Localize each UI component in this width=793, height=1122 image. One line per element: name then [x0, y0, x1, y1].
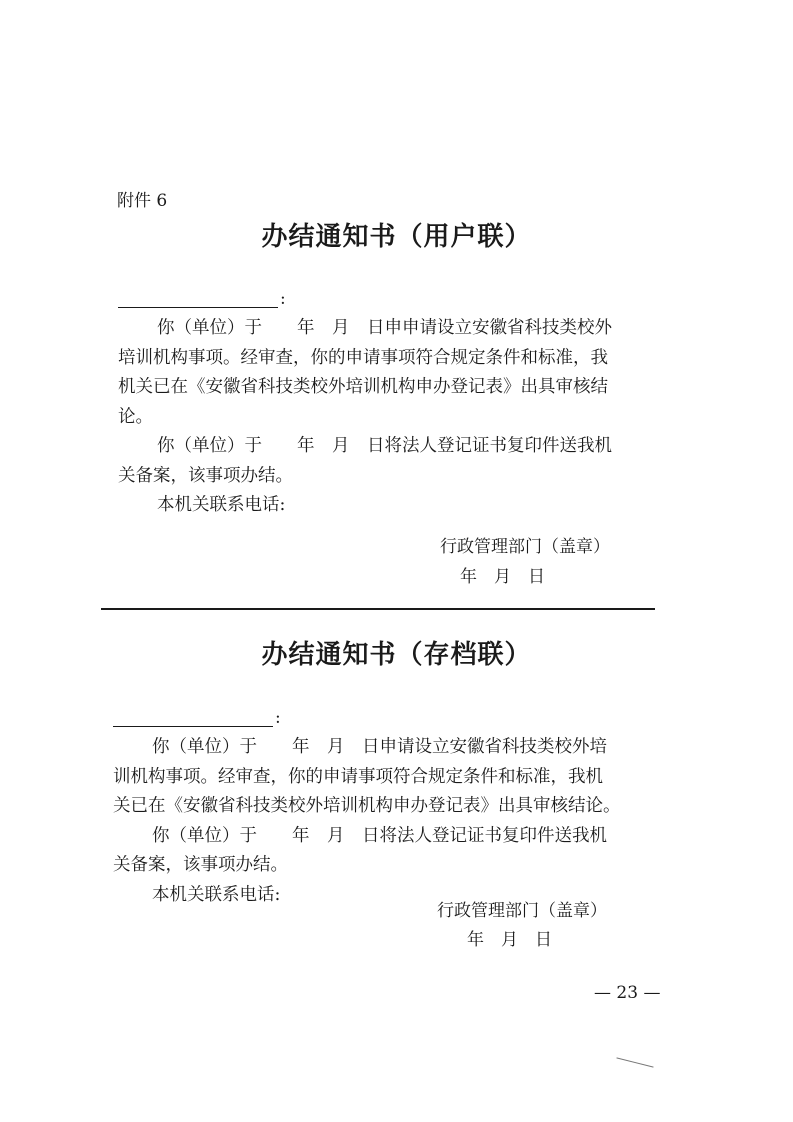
body-line: 你（单位）于 年 月 日申请设立安徽省科技类校外培: [152, 737, 607, 757]
user-copy-date: 年 月 日: [460, 567, 545, 587]
body-line: 关备案，该事项办结。: [118, 465, 293, 486]
addressee-colon: :: [275, 708, 281, 728]
page-number: — 23 —: [594, 983, 661, 1003]
addressee-colon: :: [280, 289, 286, 309]
body-line: 关备案，该事项办结。: [113, 855, 288, 875]
body-line: 关已在《安徽省科技类校外培训机构申办登记表》出具审核结论。: [113, 796, 621, 816]
archive-copy-signature: 行政管理部门（盖章）: [437, 901, 607, 921]
user-copy-body: [118, 314, 612, 521]
addressee-blank-line: [118, 289, 278, 308]
addressee-blank-line: [113, 708, 273, 727]
user-copy-signature: 行政管理部门（盖章）: [440, 537, 610, 557]
body-line: 训机构事项。经审查，你的申请事项符合规定条件和标准，我机: [113, 766, 603, 787]
section-divider: [101, 608, 655, 610]
scan-mark: [616, 1057, 653, 1067]
body-line: 你（单位）于 年 月 日将法人登记证书复印件送我机: [157, 436, 612, 456]
archive-copy-body: [113, 733, 621, 910]
body-line: 你（单位）于 年 月 日申申请设立安徽省科技类校外: [157, 318, 612, 338]
attachment-label: 附件 6: [117, 191, 168, 211]
archive-copy-title: 办结通知书（存档联）: [261, 640, 532, 670]
body-line: 你（单位）于 年 月 日将法人登记证书复印件送我机: [152, 825, 607, 846]
user-copy-title: 办结通知书（用户联）: [261, 222, 532, 252]
user-copy-addressee: [118, 286, 286, 308]
archive-copy-addressee: [113, 705, 281, 727]
body-line: 机关已在《安徽省科技类校外培训机构申办登记表》出具审核结: [118, 377, 608, 397]
contact-phone-label: 本机关联系电话:: [152, 884, 281, 905]
contact-phone-label: 本机关联系电话:: [157, 495, 286, 515]
body-line: 论。: [118, 406, 153, 427]
body-line: 培训机构事项。经审查，你的申请事项符合规定条件和标准，我: [118, 347, 608, 368]
archive-copy-date: 年 月 日: [467, 930, 552, 950]
